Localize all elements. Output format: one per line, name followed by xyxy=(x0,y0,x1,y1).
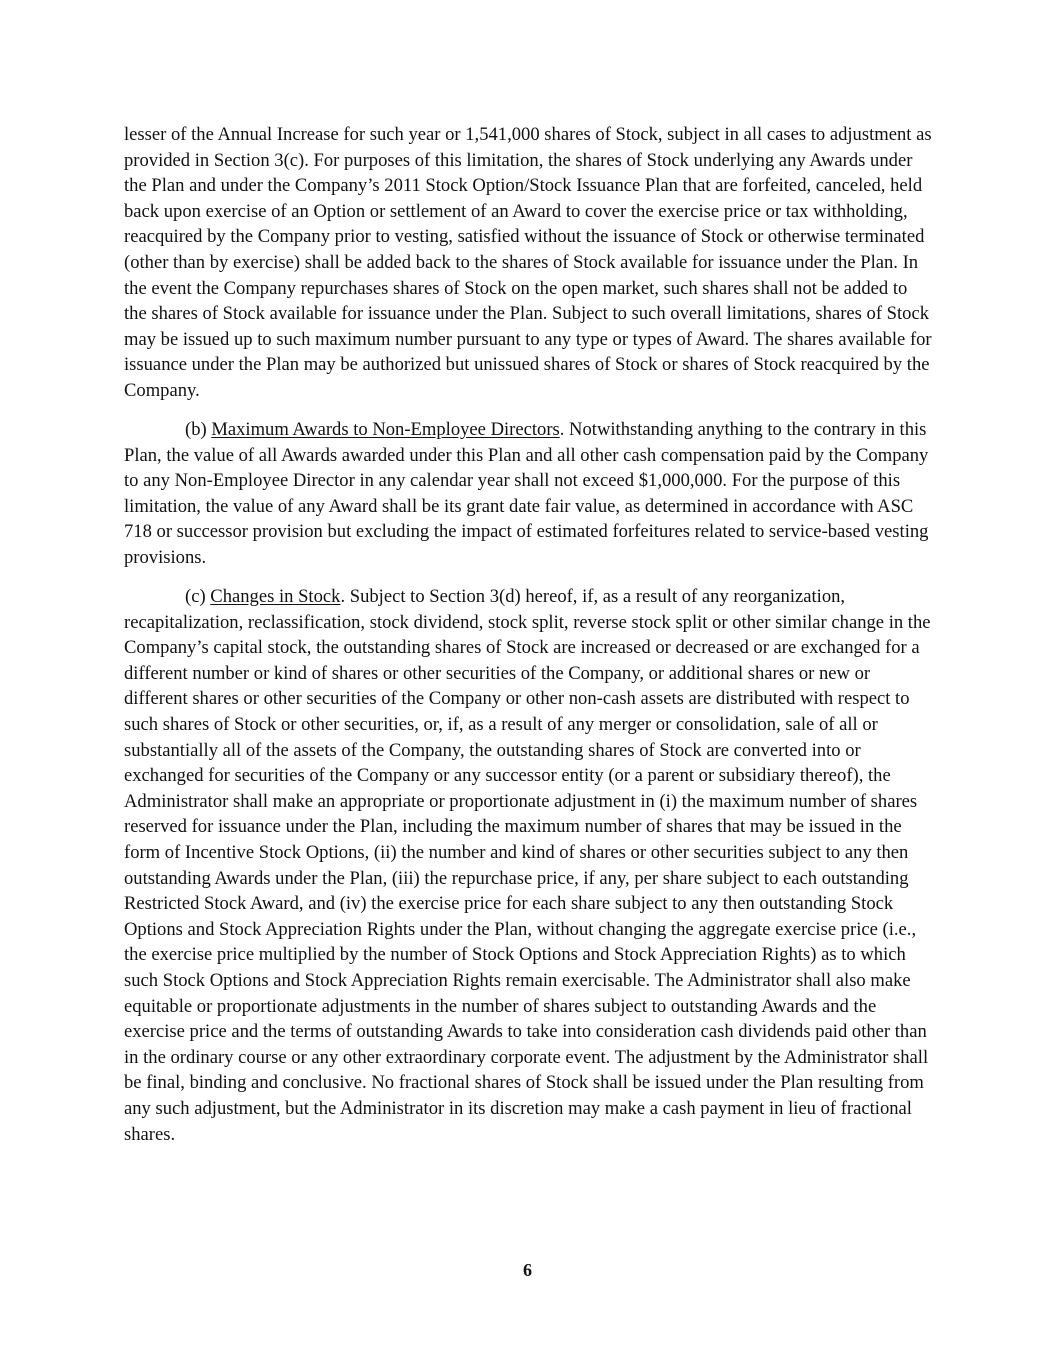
document-page xyxy=(124,122,932,1147)
section-b-paragraph xyxy=(124,417,932,571)
section-c-label: (c) xyxy=(185,586,206,608)
section-c-heading: Changes in Stock xyxy=(210,586,341,608)
section-b-heading: Maximum Awards to Non-Employee Directors xyxy=(211,419,560,441)
paragraph-a-text: lesser of the Annual Increase for such year or 1,541,000 shares of Stock, subject in all cases to adjustment as provided in Section 3(c). For purposes of this limitation, the shares of Stock underlying any Awards under the Plan and under the Company’s 2011 Stock Option/Stock Issuance Plan that are forfeited, canceled, held back upon exercise of an Option or settlement of an Award to cover the exercise price or tax withholding, reacquired by the Company prior to vesting, satisfied without the issuance of Stock or otherwise terminated (other than by exercise) shall be added back to the shares of Stock available for issuance under the Plan. In the event the Company repurchases shares of Stock on the open market, such shares shall not be added to the shares of Stock available for issuance under the Plan. Subject to such overall limitations, shares of Stock may be issued up to such maximum number pursuant to any type or types of Award. The shares available for issuance under the Plan may be authorized but unissued shares of Stock or shares of Stock reacquired by the Company. xyxy=(124,124,932,401)
section-c-paragraph xyxy=(124,584,932,1147)
paragraph-a-continuation xyxy=(124,122,932,404)
section-c-body: . Subject to Section 3(d) hereof, if, as a result of any reorganization, recapitalization, reclassification, stock dividend, stock split, reverse stock split or other similar change in the Company’s capital stock, the outstanding shares of Stock are increased or decreased or are exchanged for a different number or kind of shares or other securities of the Company, or additional shares or new or different shares or other securities of the Company or other non-cash assets are distributed with respect to such shares of Stock or other securities, or, if, as a result of any merger or consolidation, sale of all or substantially all of the assets of the Company, the outstanding shares of Stock are converted into or exchanged for securities of the Company or any successor entity (or a parent or subsidiary thereof), the Administrator shall make an appropriate or proportionate adjustment in (i) the maximum number of shares reserved for issuance under the Plan, including the maximum number of shares that may be issued in the form of Incentive Stock Options, (ii) the number and kind of shares or other securities subject to any then outstanding Awards under the Plan, (iii) the repurchase price, if any, per share subject to each outstanding Restricted Stock Award, and (iv) the exercise price for each share subject to any then outstanding Stock Options and Stock Appreciation Rights under the Plan, without changing the aggregate exercise price (i.e., the exercise price multiplied by the number of Stock Options and Stock Appreciation Rights) as to which such Stock Options and Stock Appreciation Rights remain exercisable. The Administrator shall also make equitable or proportionate adjustments in the number of shares subject to outstanding Awards and the exercise price and the terms of outstanding Awards to take into consideration cash dividends paid other than in the ordinary course or any other extraordinary corporate event. The adjustment by the Administrator shall be final, binding and conclusive. No fractional shares of Stock shall be issued under the Plan resulting from any such adjustment, but the Administrator in its discretion may make a cash payment in lieu of fractional shares. xyxy=(124,586,931,1145)
section-b-label: (b) xyxy=(185,419,207,441)
section-b-body: . Notwithstanding anything to the contrary in this Plan, the value of all Awards awarded under this Plan and all other cash compensation paid by the Company to any Non-Employee Director in any calendar year shall not exceed $1,000,000. For the purpose of this limitation, the value of any Award shall be its grant date fair value, as determined in accordance with ASC 718 or successor provision but excluding the impact of estimated forfeitures related to service-based vesting provisions. xyxy=(124,419,929,568)
page-number: 6 xyxy=(523,1260,532,1280)
